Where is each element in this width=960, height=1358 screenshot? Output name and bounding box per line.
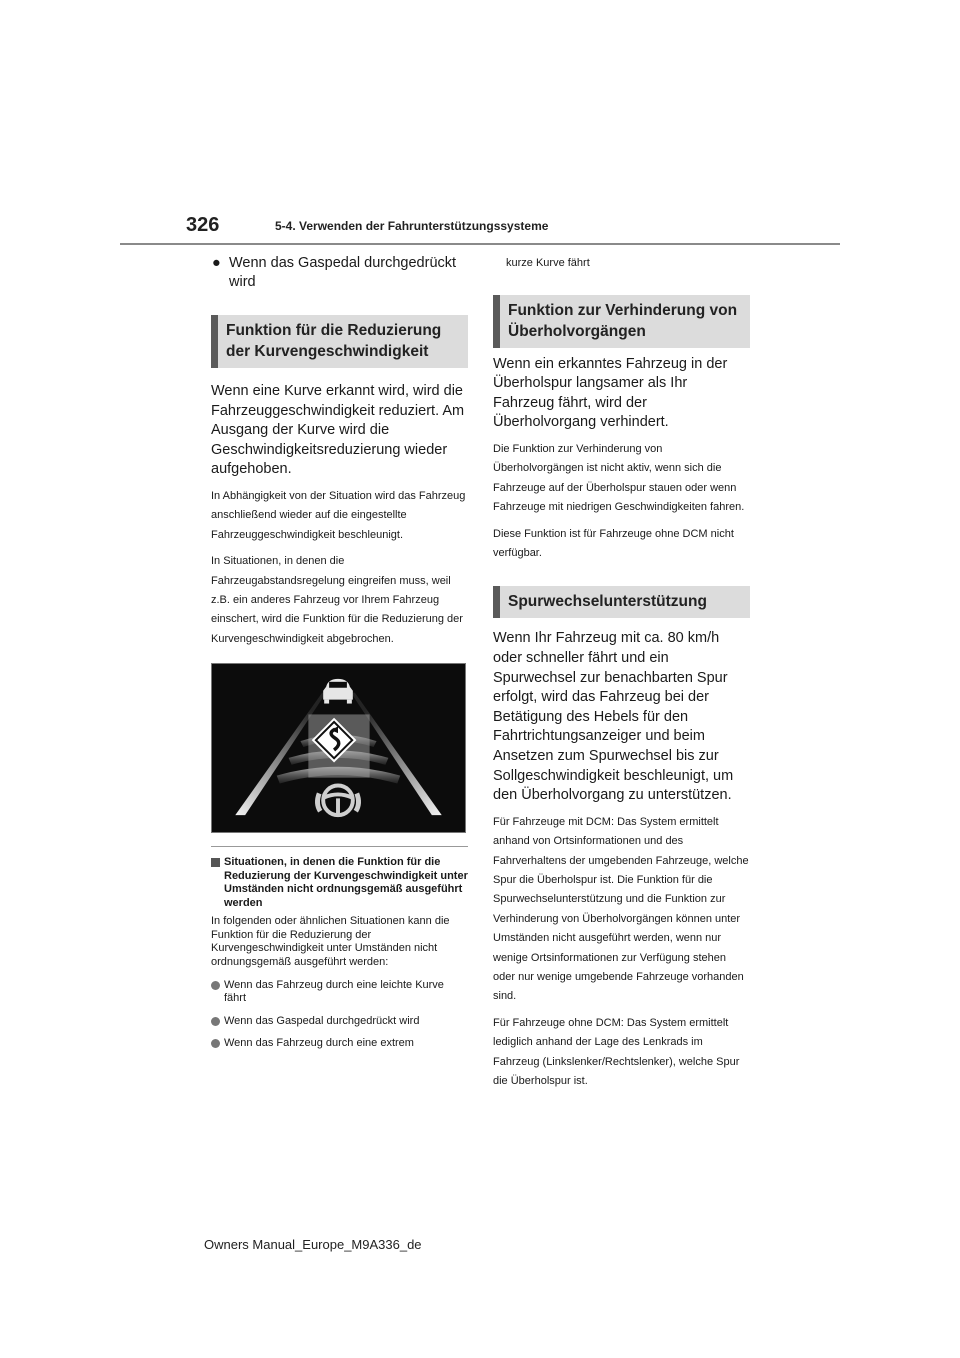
section-heading-curve-speed: Funktion für die Reduzierung der Kurvengeschwindigkeit bbox=[211, 315, 468, 368]
circle-bullet-icon bbox=[211, 981, 220, 990]
circle-bullet-icon bbox=[211, 1017, 220, 1026]
paragraph: Wenn ein erkanntes Fahrzeug in der Überholspur langsamer als Ihr Fahrzeug fährt, wird der Überholvorgang verhindert. bbox=[493, 355, 728, 431]
subheading-situations bbox=[211, 856, 468, 910]
header-divider bbox=[120, 243, 840, 245]
footer-text: Owners Manual_Europe_M9A336_de bbox=[204, 1237, 422, 1252]
paragraph: Wenn eine Kurve erkannt wird, wird die Fahrzeuggeschwindigkeit reduziert. Am Ausgang der Kurve wird die Geschwindigkeitsreduzierung wieder aufgehoben. bbox=[211, 383, 465, 478]
list-item bbox=[211, 1015, 468, 1029]
circle-bullet-icon bbox=[211, 1039, 220, 1048]
note: Diese Funktion ist für Fahrzeuge ohne DCM nicht verfügbar. bbox=[493, 527, 734, 559]
chapter-title: 5-4. Verwenden der Fahrunterstützungssysteme bbox=[275, 219, 549, 233]
note: In Situationen, in denen die Fahrzeugabstandsregelung eingreifen muss, weil z.B. ein anderes Fahrzeug vor Ihrem Fahrzeug einschert, wird die Funktion für die Reduzierung der Kurvengeschwindigkeit abgebrochen. bbox=[211, 555, 463, 645]
figure-illustration bbox=[215, 667, 462, 829]
right-column bbox=[493, 254, 750, 1091]
section-heading-overtake-prevention: Funktion zur Verhinderung von Überholvorgängen bbox=[493, 295, 750, 348]
list-item-text: Wenn das Fahrzeug durch eine extrem bbox=[224, 1037, 414, 1050]
list-item-text: Wenn das Gaspedal durchgedrückt wird bbox=[224, 1014, 420, 1027]
subheading-text: Situationen, in denen die Funktion für die Reduzierung der Kurvengeschwindigkeit unter Umständen nicht ordnungsgemäß ausgeführt werden bbox=[224, 856, 468, 909]
note: Die Funktion zur Verhinderung von Überholvorgängen ist nicht aktiv, wenn sich die Fahrzeuge auf der Überholspur stauen oder wenn Fahrzeuge mit niedrigen Geschwindigkeiten fahren. bbox=[493, 442, 745, 514]
note: Für Fahrzeuge mit DCM: Das System ermittelt anhand von Ortsinformationen und des Fahrverhaltens der umgebenden Fahrzeuge, welche Spur die Überholspur ist. Die Funktion für die Spurwechselunterstützung und die Funktion zur Verhinderung von Überholvorgängen können unter Umständen nicht ausgeführt werden, wenn nur wenige Ortsinformationen zur Verfügung stehen oder nur wenige umgebende Fahrzeuge vorhanden sind. bbox=[493, 815, 749, 1003]
square-bullet-icon bbox=[211, 858, 220, 867]
list-item-text: Wenn das Fahrzeug durch eine leichte Kurve fährt bbox=[224, 978, 444, 1005]
paragraph: Wenn Ihr Fahrzeug mit ca. 80 km/h oder schneller fährt und ein Spurwechsel zur benachbarten Spur erfolgt, wird das Fahrzeug bei der Betätigung des Hebels für den Fahrtrichtungsanzeiger und beim Ansetzen zum Spurwechsel bis zur Sollgeschwindigkeit beschleunigt, um den Überholvorgang zu unterstützen. bbox=[493, 630, 734, 804]
divider bbox=[211, 846, 468, 847]
bullet-text: Wenn das Gaspedal durchgedrückt wird bbox=[229, 255, 457, 290]
bullet-item bbox=[212, 254, 468, 292]
bullet-icon: ● bbox=[212, 255, 221, 271]
list-item bbox=[211, 1037, 468, 1051]
continued-text: kurze Kurve fährt bbox=[506, 257, 590, 269]
list-item bbox=[211, 979, 468, 1006]
note: In Abhängigkeit von der Situation wird das Fahrzeug anschließend wieder auf die eingestellte Fahrzeuggeschwindigkeit beschleunigt. bbox=[211, 489, 466, 541]
page-number: 326 bbox=[186, 214, 220, 236]
paragraph: In folgenden oder ähnlichen Situationen kann die Funktion für die Reduzierung der Kurvengeschwindigkeit unter Umständen nicht ordnungsgemäß ausgeführt werden: bbox=[211, 915, 450, 968]
section-heading-lane-change-assist: Spurwechselunterstützung bbox=[493, 586, 750, 618]
figure-curve-speed-display bbox=[211, 663, 466, 833]
note: Für Fahrzeuge ohne DCM: Das System ermittelt lediglich anhand der Lage des Lenkrads im Fahrzeug (Linkslenker/Rechtslenker), welche Spur die Überholspur ist. bbox=[493, 1016, 740, 1088]
left-column bbox=[211, 254, 468, 1051]
